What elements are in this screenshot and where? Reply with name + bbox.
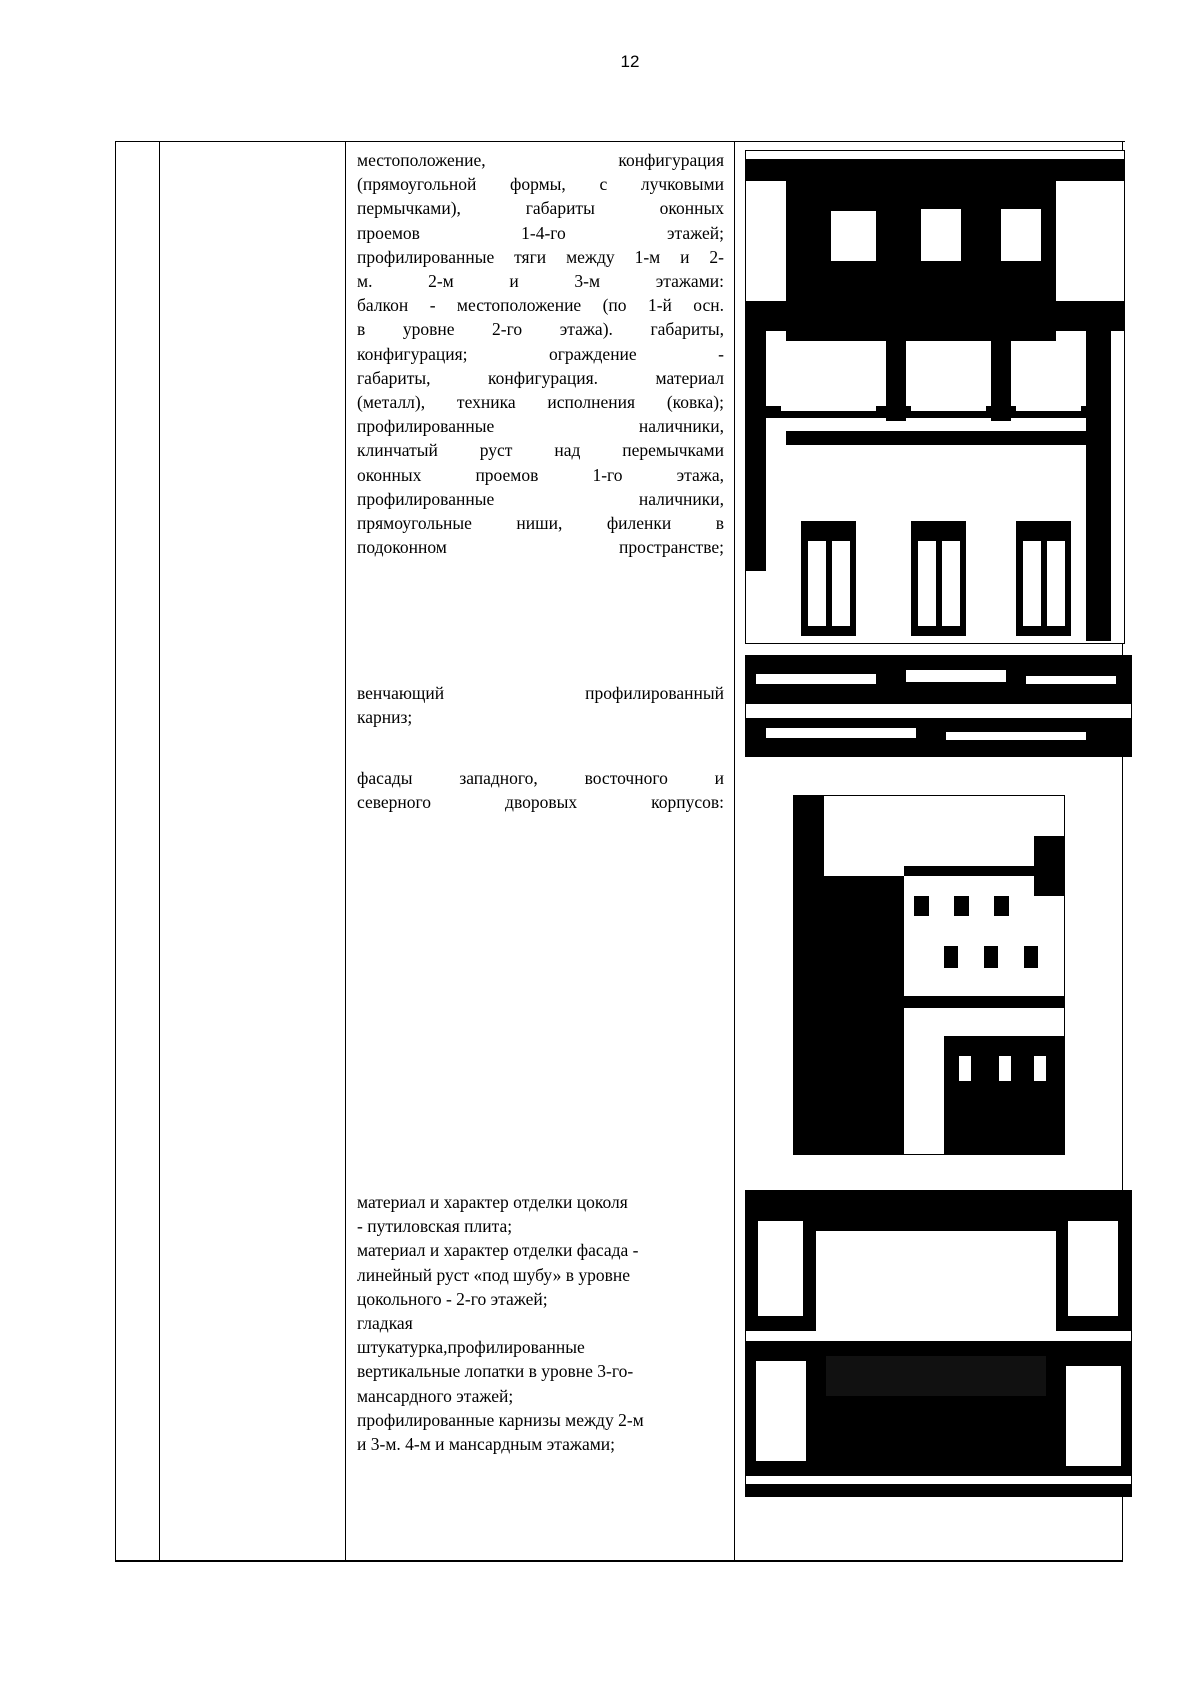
cornice-text: венчающий профилированный карниз; [357, 683, 724, 728]
facade-photo [745, 150, 1125, 644]
courtyard-facades-text: фасады западного, восточного и северного дворовых корпусов: [357, 768, 724, 813]
courtyard-photo [793, 795, 1065, 1155]
facade-features-text: местоположение, конфигурация (прямоугольной формы, с лучковыми пермычками), габариты оконных проемов 1-4-го этажей; профилированные тяги между 1-м и 2- м. 2-м и 3-м этажами: балкон - местоположение (по 1-й осн. в уровне 2-го этажа). габариты, конфигурация; ограждение - габариты, конфигурация. материал (металл), техника исполнения (ковка); профилированные наличники, клинчатый руст над перемычками оконных проемов 1-го этажа, профилированные наличники, прямоугольные ниши, филенки в подоконном пространстве; [357, 150, 724, 558]
cornice-photo [745, 655, 1132, 757]
page-number: 12 [620, 52, 640, 71]
finish-materials-text: материал и характер отделки цоколя - путиловская плита; материал и характер отделки фасада - линейный руст «под шубу» в уровне цокольного - 2-го этажей; гладкая штукатурка,профилированные вертикальные лопатки в уровне 3-го- мансардного этажей; профилированные карнизы между 2-м и 3-м. 4-м и мансардным этажами; [357, 1192, 644, 1455]
finish-photo [745, 1190, 1132, 1497]
